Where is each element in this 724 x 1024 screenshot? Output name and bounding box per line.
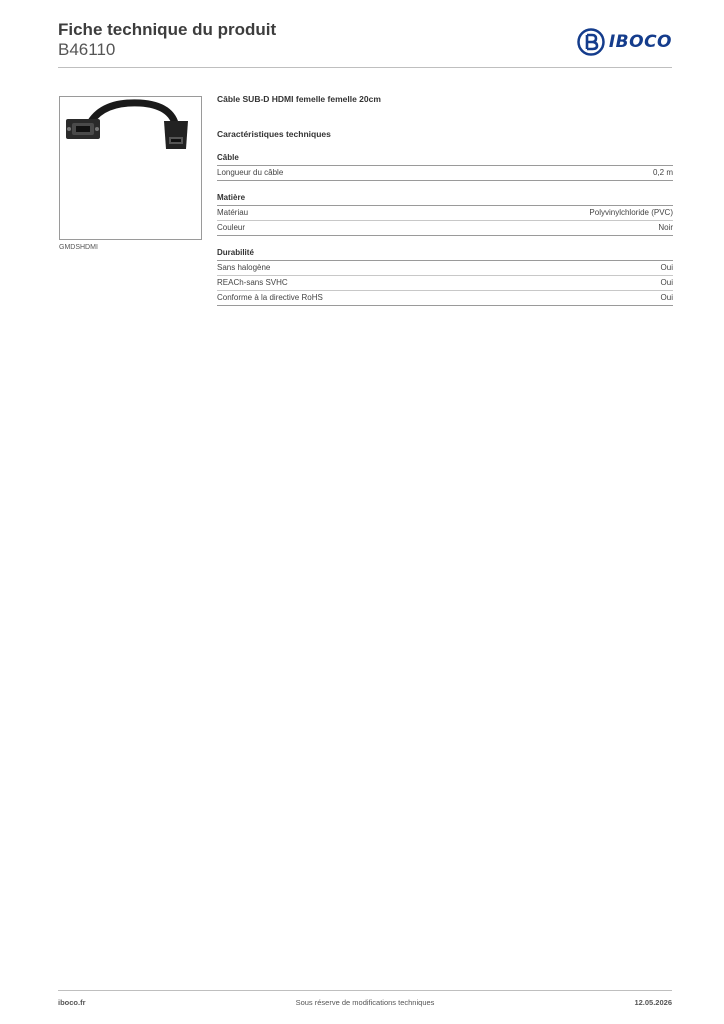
spec-label: Sans halogène bbox=[217, 263, 271, 272]
logo-emblem-icon bbox=[577, 28, 605, 56]
spec-label: Matériau bbox=[217, 208, 249, 217]
spec-sheet bbox=[217, 94, 673, 306]
spec-group-material bbox=[217, 193, 673, 236]
page-title: Fiche technique du produit bbox=[58, 20, 277, 39]
spec-label: Couleur bbox=[217, 223, 246, 232]
header-divider bbox=[58, 67, 672, 68]
spec-row bbox=[217, 221, 673, 236]
brand-logo bbox=[577, 28, 672, 56]
spec-row bbox=[217, 261, 673, 276]
page-header bbox=[58, 20, 672, 68]
spec-label: Conforme à la directive RoHS bbox=[217, 293, 323, 302]
spec-row bbox=[217, 291, 673, 306]
image-caption: GMDSHDMI bbox=[59, 244, 98, 251]
footer-divider bbox=[58, 990, 672, 991]
product-code: B46110 bbox=[58, 40, 116, 59]
spec-row bbox=[217, 166, 673, 181]
spec-value: Polyvinylchloride (PVC) bbox=[589, 208, 673, 217]
group-title: Matière bbox=[217, 193, 673, 206]
spec-value: Noir bbox=[658, 223, 673, 232]
footer-disclaimer: Sous réserve de modifications techniques bbox=[295, 998, 435, 1007]
group-title: Câble bbox=[217, 153, 673, 166]
spec-value: Oui bbox=[660, 293, 673, 302]
footer-date: 12.05.2026 bbox=[634, 998, 672, 1007]
spec-value: Oui bbox=[660, 278, 673, 287]
spec-group-cable bbox=[217, 153, 673, 181]
section-title: Caractéristiques techniques bbox=[217, 129, 331, 139]
logo-wordmark: IBOCO bbox=[608, 32, 672, 52]
footer-website-link[interactable]: iboco.fr bbox=[58, 998, 86, 1007]
spec-row bbox=[217, 206, 673, 221]
spec-group-durability bbox=[217, 248, 673, 306]
spec-value: 0,2 m bbox=[652, 168, 673, 177]
spec-value: Oui bbox=[660, 263, 673, 272]
product-image bbox=[59, 96, 202, 240]
spec-label: Longueur du câble bbox=[217, 168, 284, 177]
spec-label: REACh-sans SVHC bbox=[217, 278, 288, 287]
hdmi-cable-image bbox=[60, 97, 201, 239]
group-title: Durabilité bbox=[217, 248, 673, 261]
product-name: Câble SUB-D HDMI femelle femelle 20cm bbox=[217, 94, 381, 104]
spec-row bbox=[217, 276, 673, 291]
